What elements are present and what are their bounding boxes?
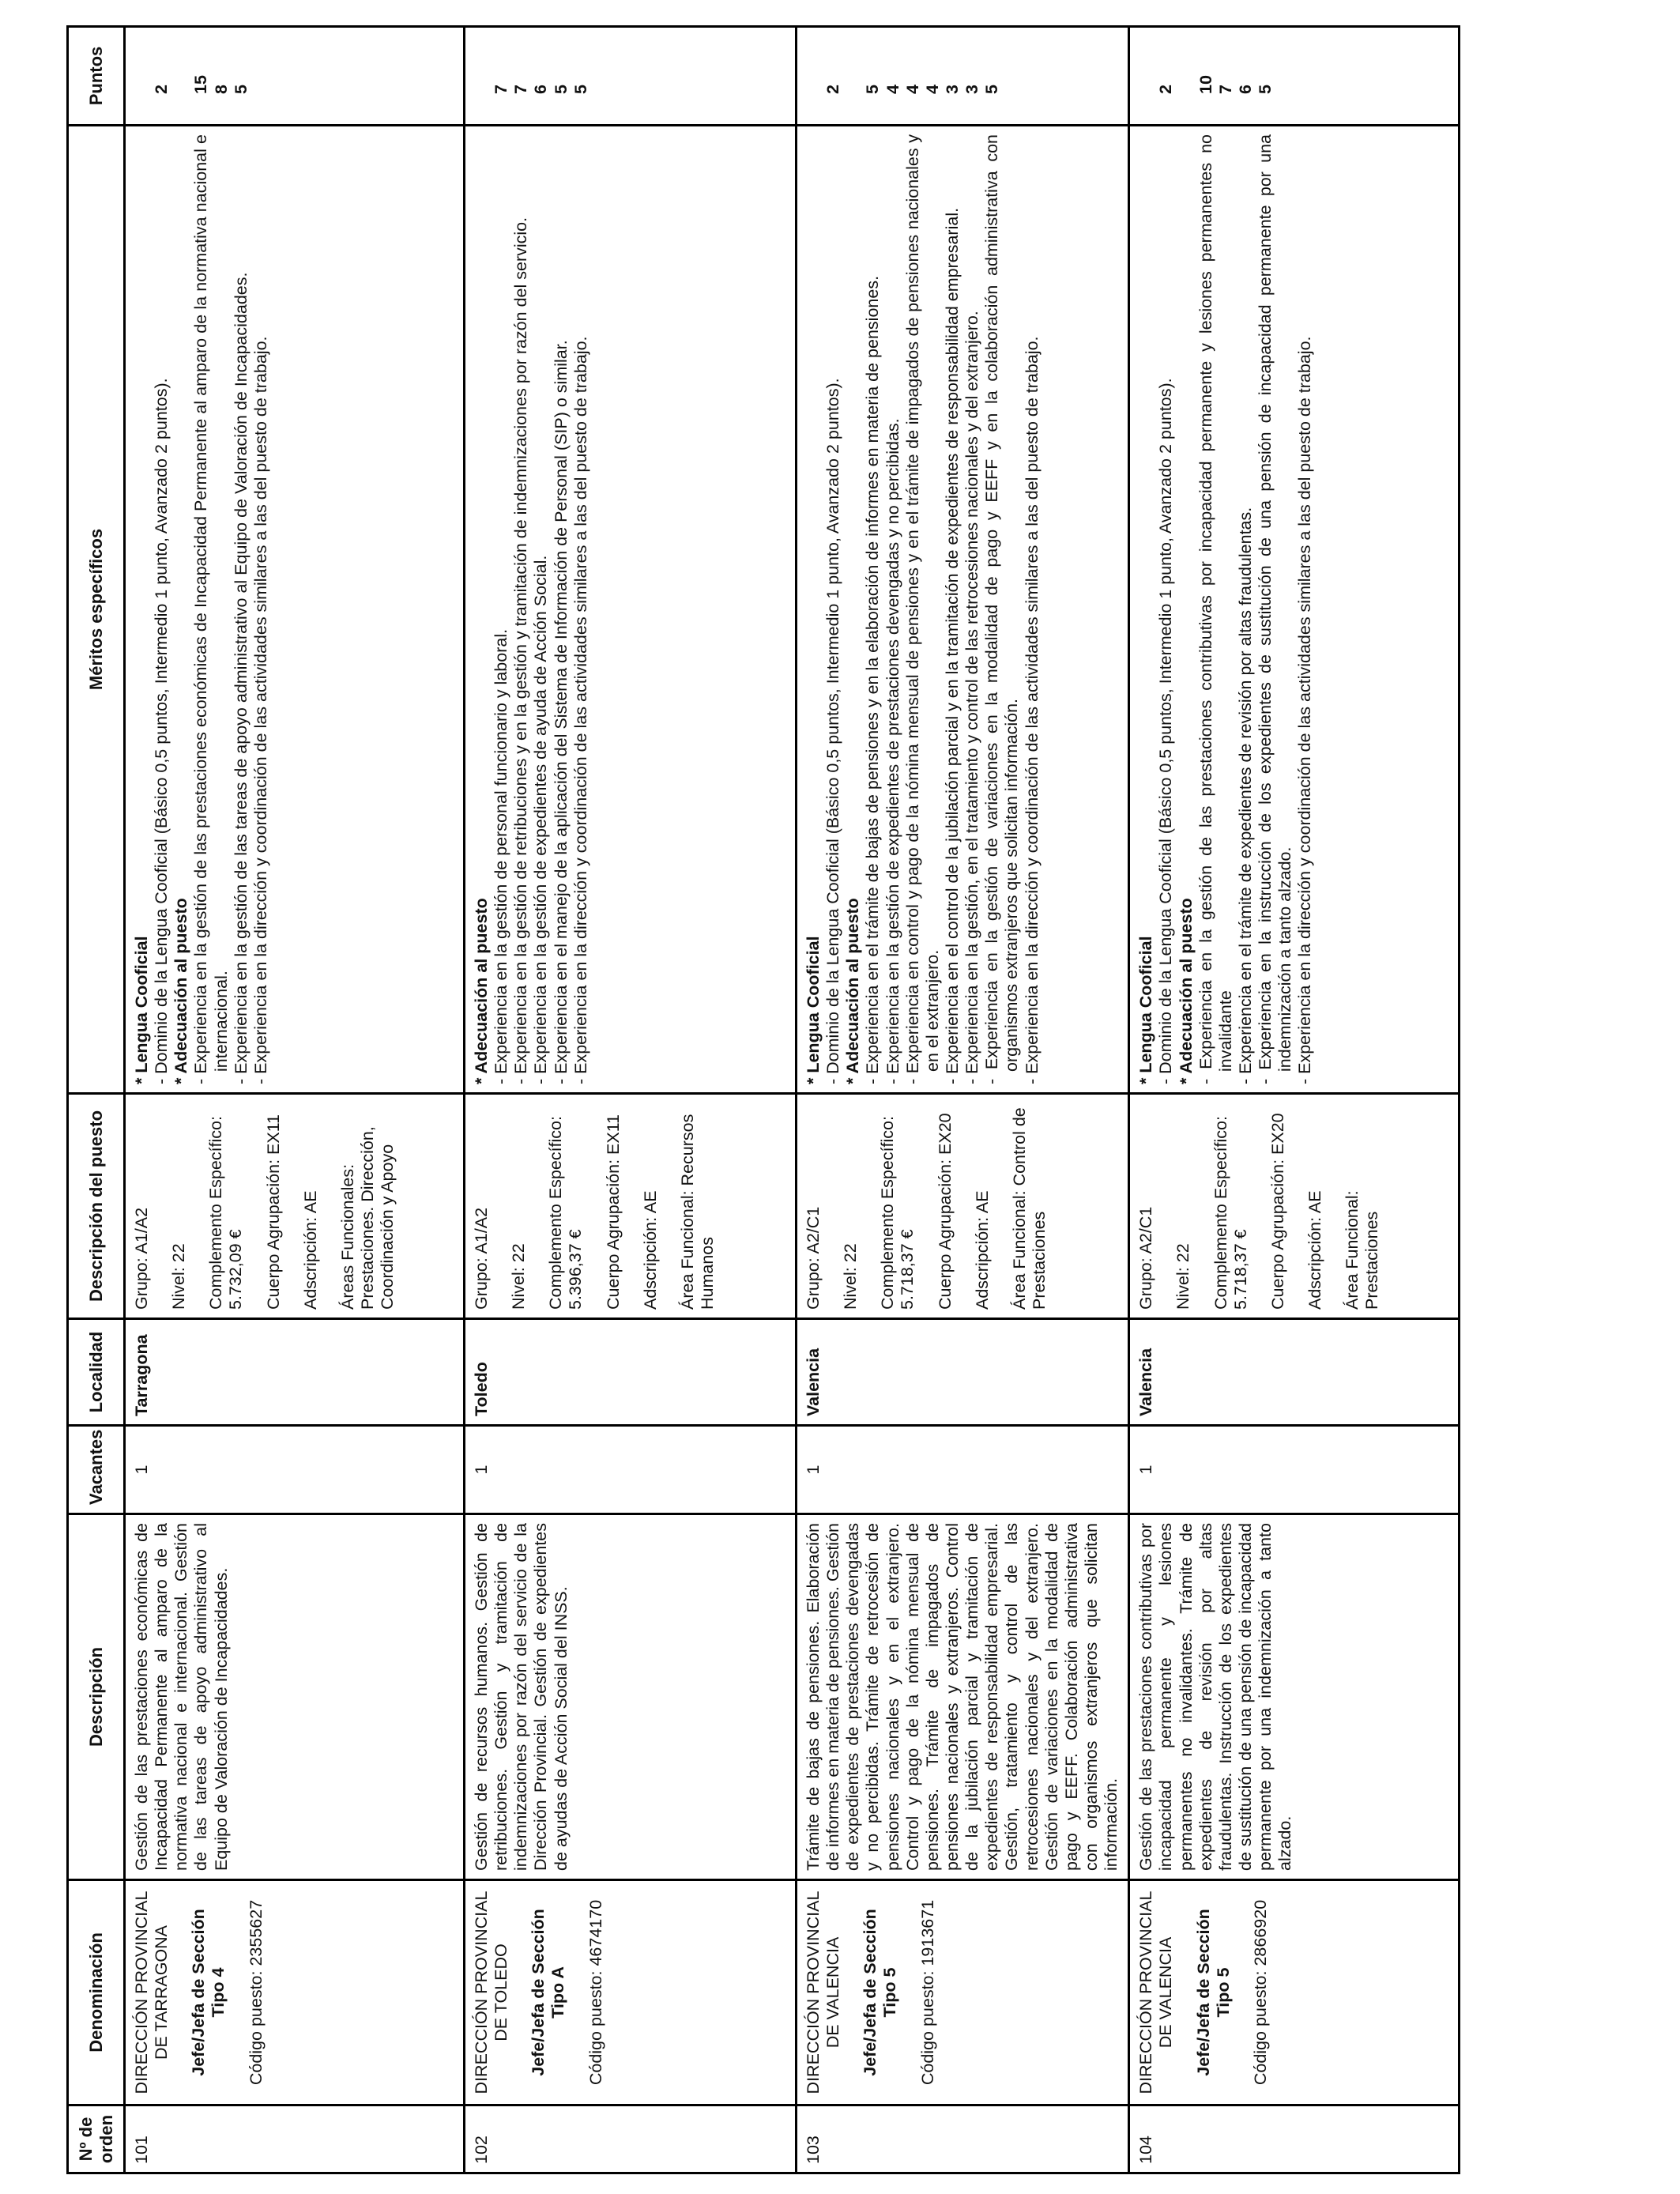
spacer xyxy=(152,1103,169,1310)
merit-item: - Dominio de la Lengua Cooficial (Básico 0,5 puntos, Intermedio 1 punto, Avanzado 2 puntos). xyxy=(152,378,171,1084)
table-row xyxy=(797,27,1129,2173)
puesto-line: Cuerpo Agrupación: EX11 xyxy=(263,1114,283,1310)
points-value: 5 xyxy=(1256,85,1275,94)
puesto-line: Adscripción: AE xyxy=(300,1190,320,1310)
points-value: 3 xyxy=(942,85,962,94)
merit-item: - Experiencia en la gestión de personal funcionario y laboral. xyxy=(492,628,511,1084)
spacer xyxy=(1325,1103,1343,1310)
puesto-line: Complemento Específico: 5.732,09 € xyxy=(206,1116,246,1310)
cell-puntos xyxy=(1129,27,1460,126)
spacer xyxy=(1234,1889,1251,2096)
spacer xyxy=(843,1889,861,2096)
table-row xyxy=(125,27,465,2173)
points-value xyxy=(1177,36,1196,116)
puesto-line: Adscripción: AE xyxy=(1305,1190,1324,1310)
merit-item: - Experiencia en la dirección y coordinación de las actividades similares a las del puesto de trabajo. xyxy=(250,336,270,1084)
puesto-line: Cuerpo Agrupación: EX20 xyxy=(1268,1113,1287,1310)
points-value: 7 xyxy=(511,85,531,94)
points-value: 10 xyxy=(1196,75,1215,94)
header-vacantes: Vacantes xyxy=(68,1426,125,1514)
points-value: 15 xyxy=(191,75,211,94)
spacer xyxy=(569,1889,586,2096)
header-row xyxy=(68,27,125,2173)
cell-denominacion xyxy=(797,1880,1129,2105)
denominacion-code: Código puesto: 2355627 xyxy=(246,1899,266,2086)
points-value: 2 xyxy=(1156,85,1176,94)
cell-meritos xyxy=(465,126,797,1094)
cell-localidad: Valencia xyxy=(1129,1319,1460,1426)
header-puntos: Puntos xyxy=(68,27,125,126)
points-value: 5 xyxy=(571,85,590,94)
merit-item: - Experiencia en la dirección y coordinación de las actividades similares a las del puesto de trabajo. xyxy=(1022,336,1042,1084)
spacer xyxy=(661,1103,678,1310)
merit-item: - Experiencia en la dirección y coordinación de las actividades similares a las del puesto de trabajo. xyxy=(1295,336,1315,1084)
puesto-line: Grupo: A1/A2 xyxy=(132,1207,151,1310)
cell-meritos xyxy=(797,126,1129,1094)
denominacion-post: Jefe/Jefa de Sección Tipo 4 xyxy=(189,1909,228,2076)
points-value: 4 xyxy=(902,85,922,94)
merit-item: - Experiencia en el trámite de expedientes de revisión por altas fraudulentas. xyxy=(1235,507,1255,1084)
puesto-line: Área Funcional: Control de Prestaciones xyxy=(1009,1107,1049,1310)
cell-localidad: Valencia xyxy=(797,1319,1129,1426)
denominacion-post: Jefe/Jefa de Sección Tipo 5 xyxy=(1193,1909,1233,2076)
cell-descripcion-puesto xyxy=(797,1094,1129,1319)
cell-descripcion-puesto xyxy=(1129,1094,1460,1319)
merit-item: - Experiencia en el trámite de bajas de pensiones y en la elaboración de informes en materia de pensiones. xyxy=(863,275,883,1084)
denominacion-unit: DIRECCIÓN PROVINCIAL DE VALENCIA xyxy=(1136,1891,1176,2094)
merit-item: - Experiencia en la instrucción de los expedientes de sustitución de una pensión de incapacidad permanente por una indemnización a tanto alzado. xyxy=(1256,134,1295,1084)
merit-item: - Experiencia en control y pago de la nómina mensual de pensiones y en el trámite de impagados de pensiones nacionales y en el extranjero. xyxy=(902,134,942,1084)
puesto-line: Nivel: 22 xyxy=(169,1243,189,1310)
puesto-line: Grupo: A1/A2 xyxy=(472,1207,491,1310)
cell-denominacion xyxy=(125,1880,465,2105)
denominacion-code: Código puesto: 4674170 xyxy=(586,1899,605,2086)
denominacion-unit: DIRECCIÓN PROVINCIAL DE VALENCIA xyxy=(804,1891,843,2094)
merit-heading: * Lengua Cooficial xyxy=(132,936,151,1084)
puesto-line: Nivel: 22 xyxy=(509,1243,529,1310)
cell-descripcion-puesto xyxy=(465,1094,797,1319)
merit-heading: * Adecuación al puesto xyxy=(171,898,191,1084)
spacer xyxy=(321,1103,338,1310)
puesto-line: Nivel: 22 xyxy=(1173,1243,1193,1310)
denominacion-code: Código puesto: 2866920 xyxy=(1250,1899,1270,2086)
header-orden: Nº de orden xyxy=(68,2105,125,2173)
cell-vacantes: 1 xyxy=(1129,1426,1460,1514)
spacer xyxy=(1288,1103,1305,1310)
cell-orden: 101 xyxy=(125,2105,465,2173)
cell-descripcion: Gestión de las prestaciones contributivas por incapacidad permanente y lesiones permanentes no invalidantes. Trámite de expedientes de revisión por altas fraudulentas. Instrucción de los expedientes de sustitución de una pensión de incapacidad permanente por una indemnización a tanto alzado. xyxy=(1129,1514,1460,1880)
puesto-line: Cuerpo Agrupación: EX20 xyxy=(935,1113,955,1310)
puesto-line: Grupo: A2/C1 xyxy=(1136,1206,1156,1310)
header-descripcion-puesto: Descripción del puesto xyxy=(68,1094,125,1319)
spacer xyxy=(623,1103,641,1310)
points-value xyxy=(171,36,191,116)
spacer xyxy=(171,1889,189,2096)
puesto-line: Área Funcional: Prestaciones xyxy=(1343,1190,1382,1310)
puesto-line: Complemento Específico: 5.396,37 € xyxy=(546,1116,586,1310)
puesto-line: Áreas Funcionales: Prestaciones. Dirección, Coordinación y Apoyo xyxy=(337,1126,397,1310)
puesto-line: Complemento Específico: 5.718,37 € xyxy=(1211,1116,1250,1310)
points-value: 2 xyxy=(823,85,843,94)
cell-descripcion: Trámite de bajas de pensiones. Elaboración de informes en materia de pensiones. Gestión de expedientes de prestaciones devengadas y no percibidas. Trámite de retrocesión de pensiones nacionales y en el extranjero. Control y pago de la nómina mensual de pensiones. Trámite de impagados de pensiones nacionales y extranjeros. Control de la jubilación parcial y tramitación de expedientes de responsabilidad empresarial. Gestión, tratamiento y control de las retrocesiones nacionales y del extranjero. Gestión de variaciones en la modalidad de pago y EEFF. Colaboración administrativa con organismos extranjeros que solicitan información. xyxy=(797,1514,1129,1880)
merit-heading: * Lengua Cooficial xyxy=(804,936,823,1084)
points-value: 8 xyxy=(211,85,231,94)
points-value: 5 xyxy=(551,85,571,94)
points-value xyxy=(472,36,492,116)
cell-denominacion xyxy=(465,1880,797,2105)
spacer xyxy=(918,1103,936,1310)
cell-localidad: Tarragona xyxy=(125,1319,465,1426)
cell-puntos xyxy=(125,27,465,126)
positions-table xyxy=(66,25,1460,2174)
points-value: 7 xyxy=(492,85,511,94)
spacer xyxy=(1194,1103,1211,1310)
spacer xyxy=(247,1103,264,1310)
denominacion-code: Código puesto: 1913671 xyxy=(917,1899,937,2086)
merit-heading: * Lengua Cooficial xyxy=(1136,936,1156,1084)
cell-puntos xyxy=(465,27,797,126)
points-value: 5 xyxy=(863,85,883,94)
header-meritos: Méritos específicos xyxy=(68,126,125,1094)
cell-meritos xyxy=(1129,126,1460,1094)
puesto-line: Adscripción: AE xyxy=(640,1190,660,1310)
points-value: 3 xyxy=(962,85,982,94)
cell-puntos xyxy=(797,27,1129,126)
merit-heading: * Adecuación al puesto xyxy=(1176,898,1196,1084)
spacer xyxy=(901,1889,918,2096)
puesto-line: Adscripción: AE xyxy=(972,1190,992,1310)
merit-item: - Dominio de la Lengua Cooficial (Básico 0,5 puntos, Intermedio 1 punto, Avanzado 2 puntos). xyxy=(1156,378,1176,1084)
puesto-line: Complemento Específico: 5.718,37 € xyxy=(878,1116,917,1310)
spacer xyxy=(955,1103,973,1310)
spacer xyxy=(189,1103,206,1310)
denominacion-unit: DIRECCIÓN PROVINCIAL DE TOLEDO xyxy=(472,1891,511,2094)
points-value: 6 xyxy=(1235,85,1255,94)
denominacion-unit: DIRECCIÓN PROVINCIAL DE TARRAGONA xyxy=(132,1891,171,2094)
puesto-line: Área Funcional: Recursos Humanos xyxy=(677,1114,717,1310)
points-value: 4 xyxy=(883,85,902,94)
spacer xyxy=(229,1889,247,2096)
spacer xyxy=(586,1103,604,1310)
merit-item: - Experiencia en la gestión, en el tratamiento y control de las retrocesiones nacionales y del extranjero. xyxy=(962,311,982,1084)
points-value: 5 xyxy=(231,85,250,94)
merit-item: - Experiencia en la gestión de expedientes de prestaciones devengadas y no percibidas. xyxy=(883,418,902,1084)
cell-denominacion xyxy=(1129,1880,1460,2105)
cell-orden: 102 xyxy=(465,2105,797,2173)
denominacion-post: Jefe/Jefa de Sección Tipo 5 xyxy=(861,1909,900,2076)
spacer xyxy=(993,1103,1010,1310)
puesto-line: Grupo: A2/C1 xyxy=(804,1206,823,1310)
spacer xyxy=(823,1103,841,1310)
merit-item: - Dominio de la Lengua Cooficial (Básico 0,5 puntos, Intermedio 1 punto, Avanzado 2 puntos). xyxy=(823,378,843,1084)
spacer xyxy=(1251,1103,1268,1310)
puesto-line: Cuerpo Agrupación: EX11 xyxy=(603,1114,623,1310)
header-denominacion: Denominación xyxy=(68,1880,125,2105)
merit-item: - Experiencia en la gestión de retribuciones y en la gestión y tramitación de indemnizaciones por razón del servicio. xyxy=(511,217,531,1084)
merit-heading: * Adecuación al puesto xyxy=(472,898,491,1084)
spacer xyxy=(1156,1103,1173,1310)
cell-descripcion-puesto xyxy=(125,1094,465,1319)
table-row xyxy=(1129,27,1460,2173)
points-value xyxy=(132,36,152,116)
puesto-line: Nivel: 22 xyxy=(841,1243,861,1310)
header-localidad: Localidad xyxy=(68,1319,125,1426)
merit-item: - Experiencia en la gestión de variaciones en la modalidad de pago y EEFF y en la colaboración administrativa con organismos extranjeros que solicitan información. xyxy=(982,134,1022,1084)
points-value: 2 xyxy=(152,85,171,94)
spacer xyxy=(284,1103,301,1310)
merit-item: - Experiencia en el control de la jubilación parcial y en la tramitación de expedientes de responsabilidad empresarial. xyxy=(942,207,962,1084)
points-value: 7 xyxy=(1215,85,1235,94)
merit-item: - Experiencia en la gestión de las prestaciones contributivas por incapacidad permanente y lesiones permanentes no invalidante xyxy=(1196,134,1235,1084)
merit-item: - Experiencia en el manejo de la aplicación del Sistema de Información de Personal (SIP) o similar. xyxy=(551,340,571,1084)
spacer xyxy=(861,1103,878,1310)
merit-item: - Experiencia en la gestión de expedientes de ayuda de Acción Social. xyxy=(531,555,551,1084)
points-value: 6 xyxy=(531,85,551,94)
merit-item: - Experiencia en la gestión de las tareas de apoyo administrativo al Equipo de Valoración de Incapacidades. xyxy=(231,272,250,1084)
cell-vacantes: 1 xyxy=(125,1426,465,1514)
cell-localidad: Toledo xyxy=(465,1319,797,1426)
points-value xyxy=(843,36,863,116)
header-descripcion: Descripción xyxy=(68,1514,125,1880)
cell-orden: 103 xyxy=(797,2105,1129,2173)
points-value xyxy=(804,36,823,116)
points-value: 4 xyxy=(922,85,942,94)
table-row xyxy=(465,27,797,2173)
spacer xyxy=(492,1103,509,1310)
merit-item: - Experiencia en la dirección y coordinación de las actividades similares a las del puesto de trabajo. xyxy=(571,336,590,1084)
cell-vacantes: 1 xyxy=(797,1426,1129,1514)
spacer xyxy=(511,1889,529,2096)
cell-descripcion: Gestión de recursos humanos. Gestión de retribuciones. Gestión y tramitación de indemnizaciones por razón del servicio de la Dirección Provincial. Gestión de expedientes de ayudas de Acción Social del INSS. xyxy=(465,1514,797,1880)
cell-vacantes: 1 xyxy=(465,1426,797,1514)
points-value xyxy=(1136,36,1156,116)
merit-heading: * Adecuación al puesto xyxy=(843,898,863,1084)
cell-meritos xyxy=(125,126,465,1094)
spacer xyxy=(1177,1889,1194,2096)
points-value: 5 xyxy=(982,85,1002,94)
cell-descripcion: Gestión de las prestaciones económicas de Incapacidad Permanente al amparo de la normativa nacional e internacional. Gestión de las tareas de apoyo administrativo al Equipo de Valoración de Incapacidades. xyxy=(125,1514,465,1880)
spacer xyxy=(529,1103,546,1310)
cell-orden: 104 xyxy=(1129,2105,1460,2173)
merit-item: - Experiencia en la gestión de las prestaciones económicas de Incapacidad Permanente al amparo de la normativa nacional e internacional. xyxy=(191,134,231,1084)
denominacion-post: Jefe/Jefa de Sección Tipo A xyxy=(529,1909,568,2076)
